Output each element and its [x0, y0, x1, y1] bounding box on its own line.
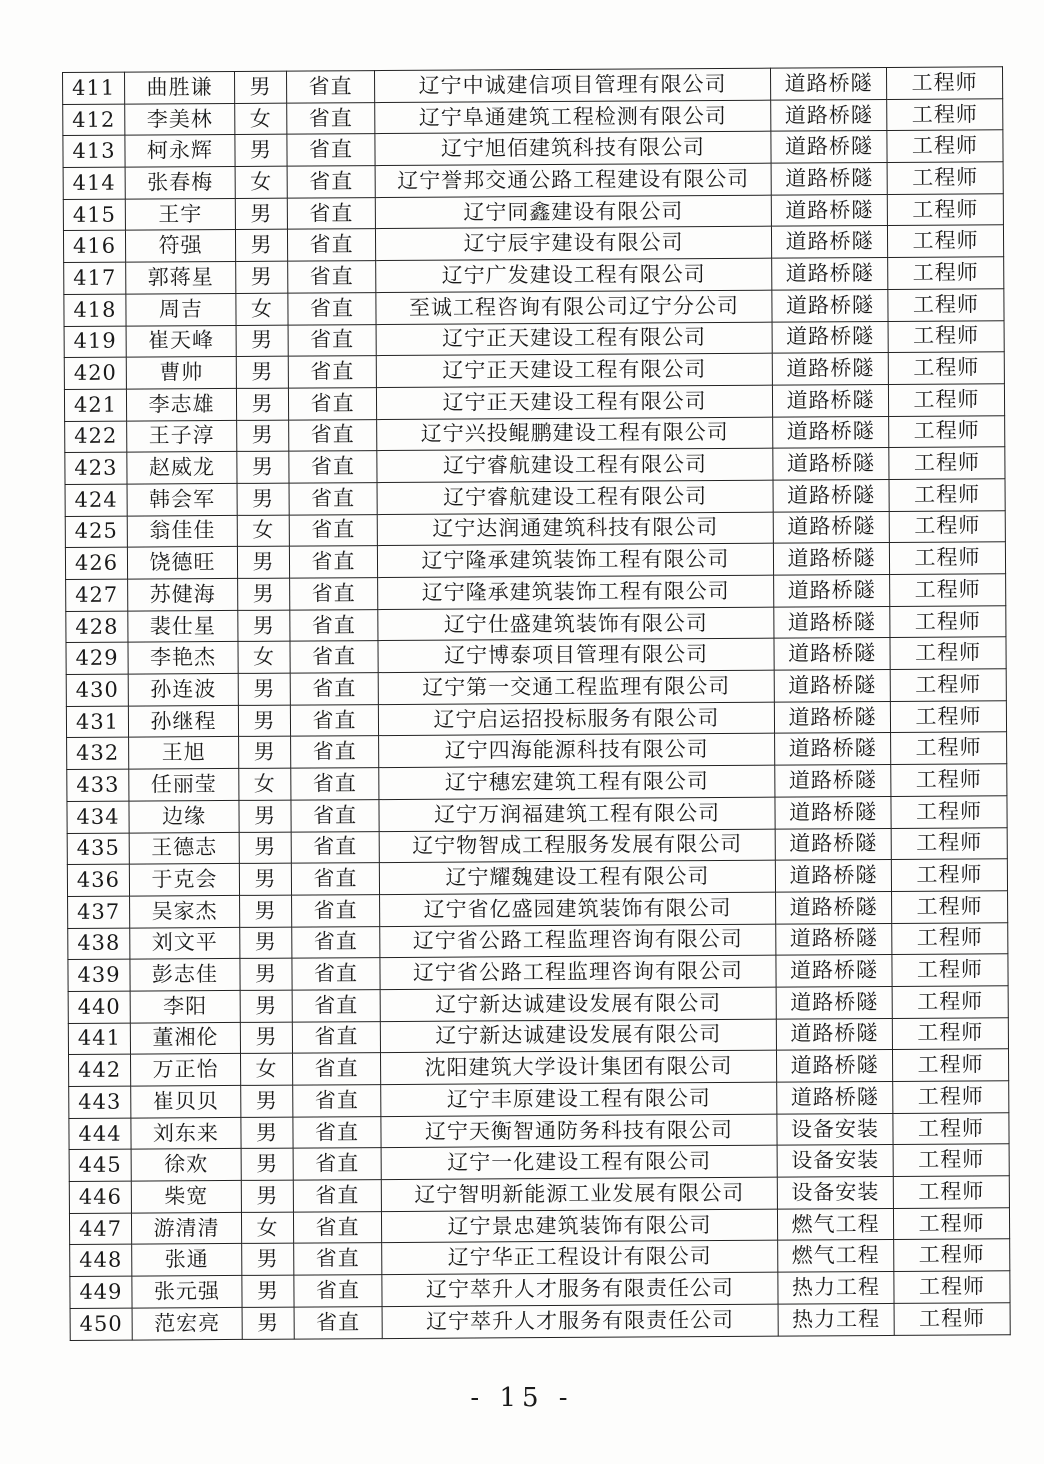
- specialty-cell: 设备安装: [777, 1177, 893, 1209]
- region-cell: 省直: [292, 990, 380, 1022]
- gender-cell: 男: [241, 1180, 293, 1212]
- row-number: 444: [69, 1118, 131, 1150]
- gender-cell: 男: [236, 325, 288, 357]
- table-row: [70, 1303, 1010, 1340]
- specialty-cell: 道路桥隧: [773, 511, 889, 543]
- row-number: 434: [67, 801, 129, 833]
- professional-title: 工程师: [891, 827, 1007, 859]
- specialty-cell: 道路桥隧: [771, 163, 887, 195]
- row-number: 448: [70, 1245, 132, 1277]
- region-cell: 省直: [290, 609, 378, 641]
- professional-title: 工程师: [890, 605, 1006, 637]
- row-number: 439: [68, 959, 130, 991]
- professional-title: 工程师: [893, 1081, 1009, 1113]
- professional-title: 工程师: [888, 384, 1004, 416]
- specialty-cell: 热力工程: [778, 1272, 894, 1304]
- specialty-cell: 道路桥隧: [771, 226, 887, 258]
- person-name: 柴宽: [131, 1180, 241, 1212]
- region-cell: 省直: [292, 1053, 380, 1085]
- company-name: 辽宁正天建设工程有限公司: [376, 322, 772, 356]
- professional-title: 工程师: [892, 954, 1008, 986]
- gender-cell: 男: [242, 1244, 294, 1276]
- person-name: 李志雄: [126, 388, 236, 420]
- region-cell: 省直: [294, 1275, 382, 1307]
- person-name: 孙连波: [128, 673, 238, 705]
- specialty-cell: 道路桥隧: [771, 99, 887, 131]
- region-cell: 省直: [287, 134, 375, 166]
- gender-cell: 男: [240, 927, 292, 959]
- professional-title: 工程师: [889, 447, 1005, 479]
- gender-cell: 男: [241, 1117, 293, 1149]
- specialty-cell: 道路桥隧: [771, 194, 887, 226]
- region-cell: 省直: [291, 863, 379, 895]
- row-number: 428: [66, 611, 128, 643]
- person-name: 彭志佳: [130, 959, 240, 991]
- gender-cell: 男: [236, 261, 288, 293]
- region-cell: 省直: [292, 894, 380, 926]
- professional-title: 工程师: [888, 352, 1004, 384]
- person-name: 韩会军: [127, 483, 237, 515]
- specialty-cell: 道路桥隧: [775, 860, 891, 892]
- row-number: 424: [65, 484, 127, 516]
- region-cell: 省直: [293, 1116, 381, 1148]
- roster-table-body: [63, 67, 1011, 1340]
- row-number: 419: [64, 326, 126, 358]
- specialty-cell: 道路桥隧: [775, 733, 891, 765]
- gender-cell: 男: [239, 800, 291, 832]
- company-name: 辽宁物智成工程服务发展有限公司: [379, 829, 775, 863]
- person-name: 曲胜谦: [125, 71, 235, 103]
- gender-cell: 女: [238, 641, 290, 673]
- region-cell: 省直: [293, 1085, 381, 1117]
- professional-title: 工程师: [887, 162, 1003, 194]
- row-number: 443: [69, 1086, 131, 1118]
- company-name: 辽宁达润通建筑科技有限公司: [377, 512, 773, 546]
- company-name: 辽宁萃升人才服务有限责任公司: [382, 1272, 778, 1306]
- specialty-cell: 道路桥隧: [777, 1081, 893, 1113]
- specialty-cell: 道路桥隧: [773, 543, 889, 575]
- gender-cell: 女: [235, 166, 287, 198]
- company-name: 辽宁睿航建设工程有限公司: [377, 448, 773, 482]
- gender-cell: 女: [235, 103, 287, 135]
- professional-title: 工程师: [887, 98, 1003, 130]
- row-number: 418: [64, 294, 126, 326]
- region-cell: 省直: [294, 1306, 382, 1338]
- row-number: 435: [67, 833, 129, 865]
- gender-cell: 男: [238, 705, 290, 737]
- person-name: 董湘伦: [130, 1022, 240, 1054]
- person-name: 曹帅: [126, 357, 236, 389]
- row-number: 446: [69, 1181, 131, 1213]
- row-number: 430: [66, 674, 128, 706]
- row-number: 416: [63, 231, 125, 263]
- professional-title: 工程师: [887, 194, 1003, 226]
- person-name: 符强: [125, 230, 235, 262]
- specialty-cell: 道路桥隧: [775, 796, 891, 828]
- region-cell: 省直: [287, 229, 375, 261]
- specialty-cell: 道路桥隧: [771, 131, 887, 163]
- gender-cell: 男: [237, 483, 289, 515]
- professional-title: 工程师: [894, 1271, 1010, 1303]
- gender-cell: 男: [240, 990, 292, 1022]
- professional-title: 工程师: [889, 479, 1005, 511]
- specialty-cell: 热力工程: [778, 1303, 894, 1335]
- row-number: 429: [66, 642, 128, 674]
- professional-title: 工程师: [887, 225, 1003, 257]
- gender-cell: 男: [238, 610, 290, 642]
- specialty-cell: 道路桥隧: [774, 701, 890, 733]
- specialty-cell: 道路桥隧: [776, 891, 892, 923]
- region-cell: 省直: [287, 197, 375, 229]
- region-cell: 省直: [287, 166, 375, 198]
- specialty-cell: 道路桥隧: [776, 1018, 892, 1050]
- person-name: 裴仕星: [128, 610, 238, 642]
- person-name: 赵威龙: [127, 452, 237, 484]
- professional-title: 工程师: [893, 1207, 1009, 1239]
- professional-title: 工程师: [892, 891, 1008, 923]
- row-number: 411: [63, 72, 125, 104]
- person-name: 崔贝贝: [131, 1085, 241, 1117]
- company-name: 辽宁隆承建筑装饰工程有限公司: [377, 543, 773, 577]
- gender-cell: 男: [242, 1307, 294, 1339]
- company-name: 辽宁广发建设工程有限公司: [376, 258, 772, 292]
- specialty-cell: 燃气工程: [778, 1240, 894, 1272]
- row-number: 413: [63, 135, 125, 167]
- person-name: 饶德旺: [127, 547, 237, 579]
- roster-table: [62, 66, 1011, 1340]
- professional-title: 工程师: [886, 67, 1002, 99]
- gender-cell: 男: [234, 71, 286, 103]
- professional-title: 工程师: [888, 289, 1004, 321]
- specialty-cell: 道路桥隧: [772, 321, 888, 353]
- row-number: 440: [68, 991, 130, 1023]
- gender-cell: 男: [239, 863, 291, 895]
- region-cell: 省直: [293, 1148, 381, 1180]
- person-name: 张春梅: [125, 167, 235, 199]
- row-number: 423: [65, 452, 127, 484]
- person-name: 李艳杰: [128, 642, 238, 674]
- company-name: 辽宁耀魏建设工程有限公司: [379, 860, 775, 894]
- row-number: 426: [65, 547, 127, 579]
- row-number: 438: [68, 928, 130, 960]
- person-name: 李阳: [130, 990, 240, 1022]
- professional-title: 工程师: [892, 986, 1008, 1018]
- gender-cell: 男: [241, 1085, 293, 1117]
- specialty-cell: 道路桥隧: [776, 986, 892, 1018]
- row-number: 417: [64, 262, 126, 294]
- region-cell: 省直: [293, 1180, 381, 1212]
- gender-cell: 男: [239, 737, 291, 769]
- gender-cell: 女: [237, 515, 289, 547]
- row-number: 421: [64, 389, 126, 421]
- specialty-cell: 道路桥隧: [774, 606, 890, 638]
- region-cell: 省直: [288, 324, 376, 356]
- professional-title: 工程师: [887, 130, 1003, 162]
- row-number: 422: [65, 421, 127, 453]
- professional-title: 工程师: [891, 732, 1007, 764]
- specialty-cell: 道路桥隧: [772, 258, 888, 290]
- professional-title: 工程师: [891, 796, 1007, 828]
- company-name: 辽宁第一交通工程监理有限公司: [378, 670, 774, 704]
- company-name: 辽宁兴投鲲鹏建设工程有限公司: [377, 417, 773, 451]
- row-number: 450: [70, 1308, 132, 1340]
- company-name: 辽宁博泰项目管理有限公司: [378, 639, 774, 673]
- region-cell: 省直: [288, 387, 376, 419]
- gender-cell: 男: [239, 832, 291, 864]
- region-cell: 省直: [289, 419, 377, 451]
- person-name: 徐欢: [131, 1149, 241, 1181]
- specialty-cell: 道路桥隧: [773, 416, 889, 448]
- person-name: 边缘: [129, 800, 239, 832]
- region-cell: 省直: [289, 483, 377, 515]
- company-name: 至诚工程咨询有限公司辽宁分公司: [376, 290, 772, 324]
- region-cell: 省直: [289, 514, 377, 546]
- page-number: - 15 -: [470, 1383, 574, 1413]
- person-name: 周吉: [126, 293, 236, 325]
- company-name: 辽宁启运招投标服务有限公司: [378, 702, 774, 736]
- specialty-cell: 道路桥隧: [775, 828, 891, 860]
- professional-title: 工程师: [890, 574, 1006, 606]
- professional-title: 工程师: [894, 1303, 1010, 1335]
- region-cell: 省直: [289, 451, 377, 483]
- specialty-cell: 道路桥隧: [774, 638, 890, 670]
- company-name: 辽宁新达诚建设发展有限公司: [380, 1019, 776, 1053]
- region-cell: 省直: [294, 1243, 382, 1275]
- person-name: 万正怡: [131, 1054, 241, 1086]
- person-name: 游清清: [131, 1212, 241, 1244]
- row-number: 415: [63, 199, 125, 231]
- gender-cell: 男: [237, 420, 289, 452]
- specialty-cell: 道路桥隧: [773, 479, 889, 511]
- company-name: 辽宁智明新能源工业发展有限公司: [381, 1177, 777, 1211]
- region-cell: 省直: [288, 356, 376, 388]
- specialty-cell: 道路桥隧: [776, 923, 892, 955]
- region-cell: 省直: [288, 292, 376, 324]
- specialty-cell: 道路桥隧: [773, 448, 889, 480]
- company-name: 辽宁正天建设工程有限公司: [376, 385, 772, 419]
- person-name: 王宇: [125, 198, 235, 230]
- professional-title: 工程师: [888, 257, 1004, 289]
- person-name: 柯永辉: [125, 135, 235, 167]
- professional-title: 工程师: [892, 1049, 1008, 1081]
- gender-cell: 男: [240, 1022, 292, 1054]
- region-cell: 省直: [292, 958, 380, 990]
- professional-title: 工程师: [889, 542, 1005, 574]
- region-cell: 省直: [292, 1021, 380, 1053]
- person-name: 王旭: [129, 737, 239, 769]
- row-number: 414: [63, 167, 125, 199]
- company-name: 辽宁同鑫建设有限公司: [375, 195, 771, 229]
- professional-title: 工程师: [889, 415, 1005, 447]
- region-cell: 省直: [290, 641, 378, 673]
- professional-title: 工程师: [890, 700, 1006, 732]
- person-name: 王德志: [129, 832, 239, 864]
- row-number: 432: [67, 738, 129, 770]
- company-name: 辽宁景忠建筑装饰有限公司: [381, 1209, 777, 1243]
- region-cell: 省直: [292, 926, 380, 958]
- gender-cell: 女: [239, 768, 291, 800]
- region-cell: 省直: [290, 704, 378, 736]
- gender-cell: 男: [238, 673, 290, 705]
- person-name: 任丽莹: [129, 769, 239, 801]
- gender-cell: 男: [236, 388, 288, 420]
- specialty-cell: 道路桥隧: [772, 289, 888, 321]
- professional-title: 工程师: [890, 637, 1006, 669]
- professional-title: 工程师: [888, 320, 1004, 352]
- company-name: 辽宁正天建设工程有限公司: [376, 353, 772, 387]
- specialty-cell: 道路桥隧: [776, 1050, 892, 1082]
- gender-cell: 女: [236, 293, 288, 325]
- specialty-cell: 道路桥隧: [776, 955, 892, 987]
- person-name: 李美林: [125, 103, 235, 135]
- company-name: 辽宁隆承建筑装饰工程有限公司: [378, 575, 774, 609]
- company-name: 辽宁华正工程设计有限公司: [382, 1241, 778, 1275]
- professional-title: 工程师: [892, 922, 1008, 954]
- region-cell: 省直: [291, 799, 379, 831]
- person-name: 张通: [132, 1244, 242, 1276]
- professional-title: 工程师: [893, 1144, 1009, 1176]
- company-name: 辽宁一化建设工程有限公司: [381, 1146, 777, 1180]
- company-name: 辽宁仕盛建筑装饰有限公司: [378, 607, 774, 641]
- row-number: 427: [66, 579, 128, 611]
- row-number: 431: [66, 706, 128, 738]
- gender-cell: 男: [237, 546, 289, 578]
- company-name: 辽宁省公路工程监理咨询有限公司: [380, 924, 776, 958]
- company-name: 辽宁萃升人才服务有限责任公司: [382, 1304, 778, 1338]
- gender-cell: 男: [240, 958, 292, 990]
- person-name: 范宏亮: [132, 1307, 242, 1339]
- company-name: 辽宁丰原建设工程有限公司: [381, 1082, 777, 1116]
- row-number: 436: [67, 864, 129, 896]
- specialty-cell: 设备安装: [777, 1145, 893, 1177]
- gender-cell: 女: [241, 1053, 293, 1085]
- company-name: 辽宁阜通建筑工程检测有限公司: [375, 100, 771, 134]
- person-name: 张元强: [132, 1276, 242, 1308]
- person-name: 翁佳佳: [127, 515, 237, 547]
- company-name: 辽宁旭佰建筑科技有限公司: [375, 132, 771, 166]
- row-number: 445: [69, 1149, 131, 1181]
- row-number: 441: [68, 1023, 130, 1055]
- company-name: 辽宁省亿盛园建筑装饰有限公司: [380, 892, 776, 926]
- gender-cell: 男: [235, 230, 287, 262]
- gender-cell: 男: [242, 1275, 294, 1307]
- specialty-cell: 道路桥隧: [772, 353, 888, 385]
- gender-cell: 男: [240, 895, 292, 927]
- company-name: 辽宁穗宏建筑工程有限公司: [379, 765, 775, 799]
- professional-title: 工程师: [890, 669, 1006, 701]
- professional-title: 工程师: [891, 764, 1007, 796]
- region-cell: 省直: [290, 673, 378, 705]
- professional-title: 工程师: [893, 1176, 1009, 1208]
- gender-cell: 女: [241, 1212, 293, 1244]
- professional-title: 工程师: [894, 1239, 1010, 1271]
- row-number: 433: [67, 769, 129, 801]
- region-cell: 省直: [288, 261, 376, 293]
- region-cell: 省直: [289, 546, 377, 578]
- row-number: 449: [70, 1276, 132, 1308]
- specialty-cell: 道路桥隧: [770, 67, 886, 99]
- company-name: 辽宁辰宇建设有限公司: [375, 227, 771, 261]
- gender-cell: 男: [238, 578, 290, 610]
- professional-title: 工程师: [892, 1017, 1008, 1049]
- company-name: 辽宁中诚建信项目管理有限公司: [374, 68, 770, 102]
- company-name: 辽宁新达诚建设发展有限公司: [380, 987, 776, 1021]
- person-name: 于克会: [129, 864, 239, 896]
- specialty-cell: 道路桥隧: [774, 670, 890, 702]
- specialty-cell: 道路桥隧: [774, 574, 890, 606]
- specialty-cell: 燃气工程: [777, 1208, 893, 1240]
- professional-title: 工程师: [891, 859, 1007, 891]
- row-number: 442: [69, 1054, 131, 1086]
- person-name: 孙继程: [128, 705, 238, 737]
- person-name: 刘文平: [130, 927, 240, 959]
- row-number: 437: [68, 896, 130, 928]
- region-cell: 省直: [286, 71, 374, 103]
- company-name: 辽宁天衡智通防务科技有限公司: [381, 1114, 777, 1148]
- region-cell: 省直: [293, 1211, 381, 1243]
- gender-cell: 男: [241, 1148, 293, 1180]
- person-name: 郭蒋星: [126, 262, 236, 294]
- row-number: 412: [63, 104, 125, 136]
- company-name: 辽宁誉邦交通公路工程建设有限公司: [375, 163, 771, 197]
- person-name: 崔天峰: [126, 325, 236, 357]
- region-cell: 省直: [290, 578, 378, 610]
- person-name: 刘东来: [131, 1117, 241, 1149]
- professional-title: 工程师: [889, 510, 1005, 542]
- specialty-cell: 道路桥隧: [775, 765, 891, 797]
- region-cell: 省直: [287, 102, 375, 134]
- gender-cell: 男: [236, 356, 288, 388]
- row-number: 447: [69, 1213, 131, 1245]
- company-name: 辽宁万润福建筑工程有限公司: [379, 797, 775, 831]
- specialty-cell: 道路桥隧: [772, 384, 888, 416]
- specialty-cell: 设备安装: [777, 1113, 893, 1145]
- person-name: 吴家杰: [130, 895, 240, 927]
- company-name: 辽宁四海能源科技有限公司: [379, 734, 775, 768]
- person-name: 王子淳: [127, 420, 237, 452]
- gender-cell: 男: [235, 135, 287, 167]
- company-name: 辽宁睿航建设工程有限公司: [377, 480, 773, 514]
- person-name: 苏健海: [128, 578, 238, 610]
- company-name: 辽宁省公路工程监理咨询有限公司: [380, 955, 776, 989]
- gender-cell: 男: [235, 198, 287, 230]
- row-number: 425: [65, 516, 127, 548]
- row-number: 420: [64, 357, 126, 389]
- professional-title: 工程师: [893, 1112, 1009, 1144]
- region-cell: 省直: [291, 768, 379, 800]
- company-name: 沈阳建筑大学设计集团有限公司: [380, 1050, 776, 1084]
- gender-cell: 男: [237, 451, 289, 483]
- region-cell: 省直: [291, 831, 379, 863]
- region-cell: 省直: [291, 736, 379, 768]
